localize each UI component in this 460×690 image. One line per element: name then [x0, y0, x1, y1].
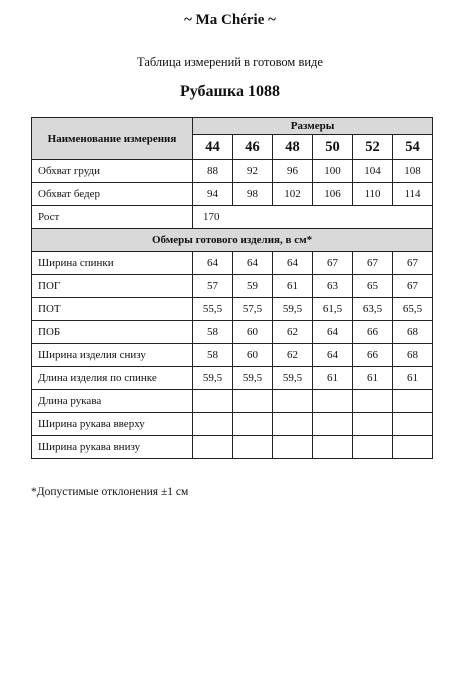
- table-cell: 61,5: [313, 298, 353, 321]
- row-label: Длина изделия по спинке: [32, 367, 193, 390]
- table-cell: 94: [193, 183, 233, 206]
- table-row: [32, 436, 433, 459]
- table-row: [32, 344, 433, 367]
- table-cell: 100: [313, 160, 353, 183]
- table-cell: 67: [313, 252, 353, 275]
- table-cell: 58: [193, 344, 233, 367]
- table-cell: 68: [393, 344, 433, 367]
- size-table: [31, 117, 433, 459]
- table-cell: 110: [353, 183, 393, 206]
- table-cell: 63: [313, 275, 353, 298]
- table-cell: [233, 413, 273, 436]
- row-label: Длина рукава: [32, 390, 193, 413]
- table-cell: 64: [233, 252, 273, 275]
- table-cell: 108: [393, 160, 433, 183]
- table-cell: 68: [393, 321, 433, 344]
- table-cell: 102: [273, 183, 313, 206]
- table-row: [32, 160, 433, 183]
- table-cell: 67: [353, 252, 393, 275]
- table-cell: [313, 390, 353, 413]
- table-cell: 67: [393, 252, 433, 275]
- table-cell: 57,5: [233, 298, 273, 321]
- footnote: *Допустимые отклонения ±1 см: [31, 486, 189, 498]
- table-cell: 59,5: [273, 298, 313, 321]
- row-label: Ширина изделия снизу: [32, 344, 193, 367]
- table-row: [32, 321, 433, 344]
- measurement-name-header: Наименование измерения: [32, 118, 193, 160]
- table-cell: [233, 390, 273, 413]
- row-label: ПОБ: [32, 321, 193, 344]
- table-cell: 96: [273, 160, 313, 183]
- table-row: [32, 298, 433, 321]
- table-cell: [193, 436, 233, 459]
- row-label: Обхват бедер: [32, 183, 193, 206]
- size-label: 48: [273, 135, 313, 160]
- size-label: 50: [313, 135, 353, 160]
- product-title: Рубашка 1088: [179, 83, 281, 100]
- table-cell: 66: [353, 344, 393, 367]
- table-cell: 64: [273, 252, 313, 275]
- table-cell: [193, 413, 233, 436]
- table-cell: 57: [193, 275, 233, 298]
- sizes-header: Размеры: [193, 118, 433, 135]
- table-cell: [313, 436, 353, 459]
- row-label: ПОТ: [32, 298, 193, 321]
- table-cell: 65,5: [393, 298, 433, 321]
- table-cell: [393, 436, 433, 459]
- row-label: Ширина рукава внизу: [32, 436, 193, 459]
- table-cell: [273, 436, 313, 459]
- table-cell: 66: [353, 321, 393, 344]
- table-cell: 104: [353, 160, 393, 183]
- table-cell: 64: [313, 344, 353, 367]
- table-cell: 59,5: [273, 367, 313, 390]
- table-row: [32, 275, 433, 298]
- brand-title: ~ Ma Chérie ~: [184, 12, 276, 28]
- table-cell: 106: [313, 183, 353, 206]
- table-cell: [233, 436, 273, 459]
- table-cell: 88: [193, 160, 233, 183]
- table-cell: 63,5: [353, 298, 393, 321]
- row-label: Рост: [32, 206, 193, 229]
- section-title: Обмеры готового изделия, в см*: [32, 229, 433, 252]
- row-label: ПОГ: [32, 275, 193, 298]
- table-cell: [193, 390, 233, 413]
- height-value: 170: [193, 206, 433, 229]
- table-cell: [313, 413, 353, 436]
- table-row: [32, 252, 433, 275]
- table-cell: 62: [273, 321, 313, 344]
- table-cell: 114: [393, 183, 433, 206]
- table-cell: 58: [193, 321, 233, 344]
- table-cell: 60: [233, 344, 273, 367]
- table-cell: 64: [313, 321, 353, 344]
- table-cell: 59,5: [193, 367, 233, 390]
- table-cell: 92: [233, 160, 273, 183]
- table-cell: [273, 390, 313, 413]
- row-label: Обхват груди: [32, 160, 193, 183]
- table-cell: [353, 436, 393, 459]
- table-cell: 61: [353, 367, 393, 390]
- table-row: [32, 413, 433, 436]
- size-label: 44: [193, 135, 233, 160]
- table-cell: 61: [313, 367, 353, 390]
- table-row: [32, 367, 433, 390]
- document-subtitle: Таблица измерений в готовом виде: [137, 55, 323, 69]
- table-cell: [393, 413, 433, 436]
- table-cell: 61: [273, 275, 313, 298]
- table-cell: 98: [233, 183, 273, 206]
- table-cell: 60: [233, 321, 273, 344]
- size-label: 46: [233, 135, 273, 160]
- table-row: [32, 183, 433, 206]
- table-cell: 62: [273, 344, 313, 367]
- table-header-row: [32, 118, 433, 135]
- section-row: [32, 229, 433, 252]
- table-cell: 61: [393, 367, 433, 390]
- table-cell: 64: [193, 252, 233, 275]
- table-cell: [353, 413, 393, 436]
- table-cell: [273, 413, 313, 436]
- table-cell: 59,5: [233, 367, 273, 390]
- size-label: 54: [393, 135, 433, 160]
- row-label: Ширина спинки: [32, 252, 193, 275]
- row-label: Ширина рукава вверху: [32, 413, 193, 436]
- table-row: [32, 206, 433, 229]
- table-cell: [393, 390, 433, 413]
- table-cell: 55,5: [193, 298, 233, 321]
- table-cell: 65: [353, 275, 393, 298]
- table-cell: [353, 390, 393, 413]
- table-cell: 59: [233, 275, 273, 298]
- table-cell: 67: [393, 275, 433, 298]
- table-row: [32, 390, 433, 413]
- size-label: 52: [353, 135, 393, 160]
